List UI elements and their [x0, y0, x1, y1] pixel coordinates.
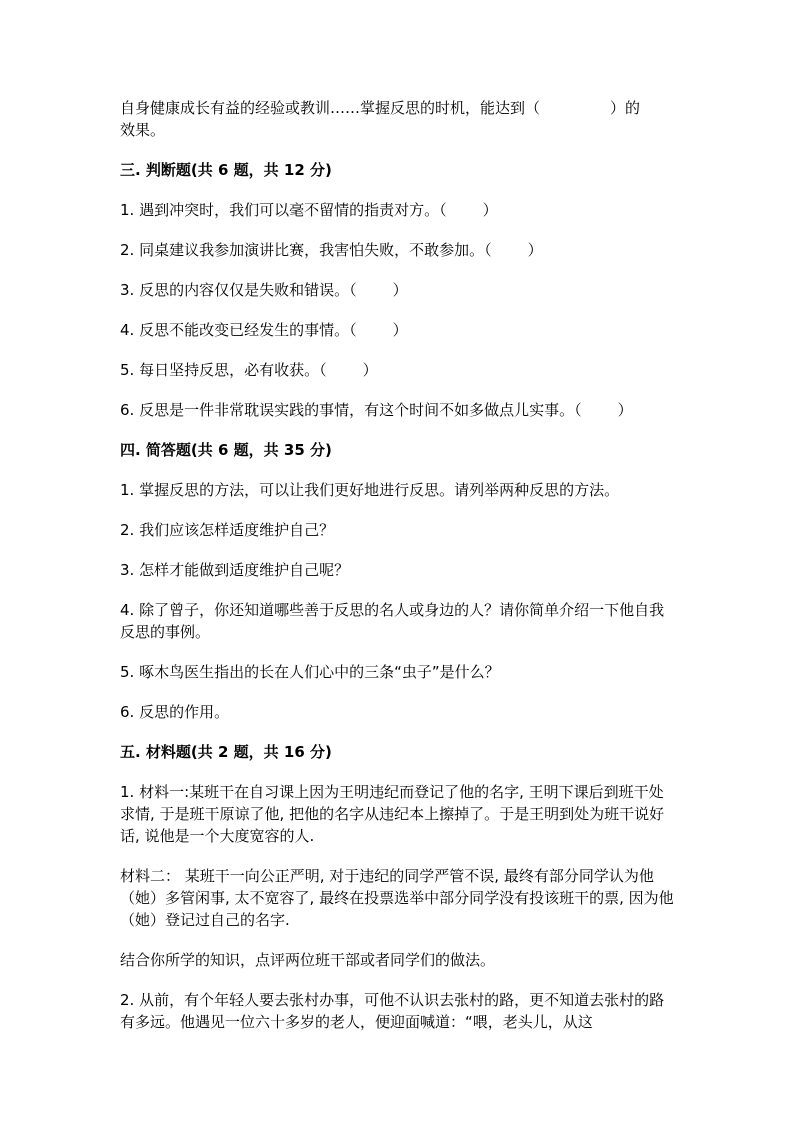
carryover-line-2: 效果。: [120, 121, 166, 139]
short-answer-1: 1. 掌握反思的方法，可以让我们更好地进行反思。请列举两种反思的方法。: [120, 481, 620, 499]
carryover-line-1: [120, 97, 676, 119]
material-q1-question: 结合你所学的知识，点评两位班干部或者同学们的做法。: [120, 951, 496, 969]
carryover-close: ）的: [610, 99, 641, 117]
judgment-item-2: 2. 同桌建议我参加演讲比赛，我害怕失败，不敢参加。（ ）: [120, 241, 543, 259]
section-5-title: 五. 材料题(共 2 题，共 16 分): [120, 743, 332, 761]
short-answer-4: 4. 除了曾子，你还知道哪些善于反思的名人或身边的人？请你简单介绍一下他自我反思的事例。: [120, 601, 665, 641]
short-answer-3: 3. 怎样才能做到适度维护自己呢？: [120, 561, 350, 579]
judgment-item-4: 4. 反思不能改变已经发生的事情。（ ）: [120, 321, 408, 339]
judgment-item-3: 3. 反思的内容仅仅是失败和错误。（ ）: [120, 281, 408, 299]
judgment-item-1: 1. 遇到冲突时，我们可以毫不留情的指责对方。（ ）: [120, 201, 498, 219]
carryover-text: 自身健康成长有益的经验或教训……掌握反思的时机，能达到（: [120, 99, 541, 117]
short-answer-2: 2. 我们应该怎样适度维护自己？: [120, 521, 335, 539]
short-answer-6: 6. 反思的作用。: [120, 703, 230, 721]
section-3-title: 三. 判断题(共 6 题，共 12 分): [120, 161, 332, 179]
judgment-item-5: 5. 每日坚持反思，必有收获。（ ）: [120, 361, 378, 379]
section-4-title: 四. 简答题(共 6 题，共 35 分): [120, 441, 332, 459]
judgment-item-6: 6. 反思是一件非常耽误实践的事情，有这个时间不如多做点儿实事。（ ）: [120, 401, 633, 419]
material-q1-part1: 1. 材料一:某班干在自习课上因为王明违纪而登记了他的名字, 王明下课后到班干处求情, 于是班干原谅了他, 把他的名字从违纪本上擦掉了。于是王明到处为班干说好话, 说他是一个大度宽容的人.: [120, 783, 665, 845]
exam-page: [120, 97, 676, 1033]
short-answer-5: 5. 啄木鸟医生指出的长在人们心中的三条“虫子”是什么？: [120, 663, 500, 681]
material-q2-text: 2. 从前，有个年轻人要去张村办事，可他不认识去张村的路，更不知道去张村的路有多远。他遇见一位六十多岁的老人，便迎面喊道：“喂，老头儿，从这: [120, 991, 665, 1031]
material-q1-part2: 材料二： 某班干一向公正严明, 对于违纪的同学严管不误, 最终有部分同学认为他（她）多管闲事, 太不宽容了, 最终在投票选举中部分同学没有投该班干的票, 因为他（她）登记过自己的名字.: [120, 867, 674, 929]
